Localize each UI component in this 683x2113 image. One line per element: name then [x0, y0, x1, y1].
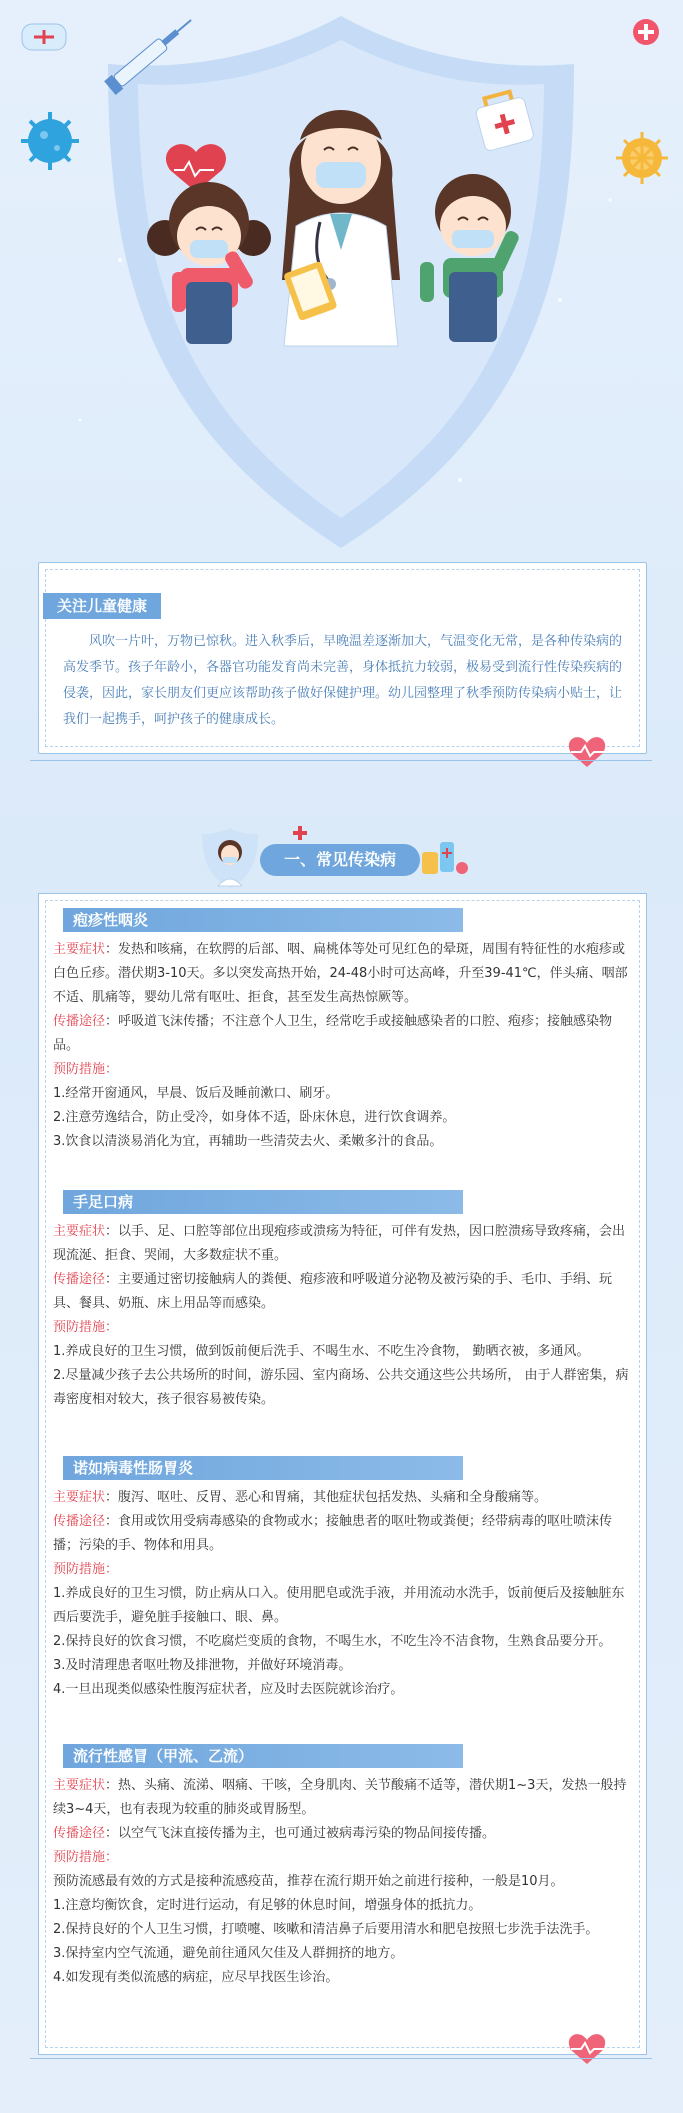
prevention-label: 预防措施	[53, 1062, 106, 1077]
symptoms-label: 主要症状	[53, 1224, 106, 1239]
prevention-colon: ：	[105, 1850, 119, 1865]
list-item: 4.一旦出现类似感染性腹泻症状者，应及时去医院就诊治疗。	[53, 1682, 404, 1697]
disease-hand-foot-mouth	[53, 1190, 633, 1412]
transmission-label: 传播途径	[53, 1272, 106, 1287]
transmission-text	[53, 1822, 633, 1846]
transmission-label: 传播途径	[53, 1514, 106, 1529]
disease-title: 诺如病毒性肠胃炎	[63, 1456, 463, 1480]
diseases-card	[38, 893, 647, 2055]
disease-title: 手足口病	[63, 1190, 463, 1214]
list-item: 1.养成良好的卫生习惯，防止病从口入。使用肥皂或洗手液，并用流动水洗手，饭前便后及接触脏东西后要洗手，避免脏手接触口、眼、鼻。	[53, 1586, 625, 1625]
divider	[30, 760, 652, 761]
virus-icon	[21, 112, 79, 170]
intro-card	[38, 562, 647, 754]
transmission-label: 传播途径	[53, 1014, 106, 1029]
list-item: 2.保持良好的饮食习惯，不吃腐烂变质的食物，不喝生水，不吃生冷不洁食物，生熟食品要分开。	[53, 1634, 612, 1649]
list-item: 3.及时清理患者呕吐物及排泄物，并做好环境消毒。	[53, 1658, 352, 1673]
list-item: 2.注意劳逸结合，防止受冷，如身体不适，卧床休息，进行饮食调养。	[53, 1110, 456, 1125]
prevention-label: 预防措施	[53, 1320, 106, 1335]
prevention-heading	[53, 1846, 633, 1870]
list-item: 1.注意均衡饮食，定时进行运动，有足够的休息时间，增强身体的抵抗力。	[53, 1898, 482, 1913]
transmission-value: ：呼吸道飞沫传播；不注意个人卫生，经常吃手或接触感染者的口腔、疱疹；接触感染物品。	[53, 1014, 613, 1053]
symptoms-value: ：以手、足、口腔等部位出现疱疹或溃疡为特征，可伴有发热，因口腔溃疡导致疼痛，会出现流涎、拒食、哭闹，大多数症状不重。	[53, 1224, 626, 1263]
symptoms-text	[53, 938, 633, 1010]
list-item: 1.养成良好的卫生习惯，做到饭前便后洗手、不喝生水、不吃生冷食物， 勤晒衣被，多通风。	[53, 1344, 590, 1359]
mask-icon	[22, 24, 66, 50]
symptoms-value: ：腹泻、呕吐、反胃、恶心和胃痛，其他症状包括发热、头痛和全身酸痛等。	[105, 1490, 548, 1505]
virus-orange-icon	[616, 132, 668, 184]
list-item: 4.如发现有类似流感的病症，应尽早找医生诊治。	[53, 1970, 339, 1985]
symptoms-text	[53, 1486, 633, 1510]
list-item: 3.保持室内空气流通，避免前往通风欠佳及人群拥挤的地方。	[53, 1946, 404, 1961]
heart-icon	[565, 2030, 609, 2066]
section-header	[200, 822, 490, 890]
list-item: 预防流感最有效的方式是接种流感疫苗，推荐在流行期开始之前进行接种，一般是10月。	[53, 1874, 564, 1889]
transmission-label: 传播途径	[53, 1826, 106, 1841]
disease-title: 流行性感冒（甲流、乙流）	[63, 1744, 463, 1768]
prevention-heading	[53, 1316, 633, 1340]
disease-influenza	[53, 1744, 633, 1990]
prevention-colon: ：	[105, 1320, 119, 1335]
disease-herpangina	[53, 908, 633, 1154]
intro-text: 风吹一片叶，万物已惊秋。进入秋季后，早晚温差逐渐加大，气温变化无常，是各种传染病的高发季节。孩子年龄小，各器官功能发育尚未完善，身体抵抗力较弱，极易受到流行性传染疾病的侵袭，因此，家长朋友们更应该帮助孩子做好保健护理。幼儿园整理了秋季预防传染病小贴士，让我们一起携手，呵护孩子的健康成长。	[63, 634, 623, 727]
symptoms-text	[53, 1220, 633, 1268]
list-item: 2.保持良好的个人卫生习惯，打喷嚏、咳嗽和清洁鼻子后要用清水和肥皂按照七步洗手法洗手。	[53, 1922, 599, 1937]
transmission-value: ：以空气飞沫直接传播为主，也可通过被病毒污染的物品间接传播。	[105, 1826, 496, 1841]
transmission-text	[53, 1268, 633, 1316]
transmission-text	[53, 1510, 633, 1558]
divider	[30, 2058, 652, 2059]
prevention-heading	[53, 1058, 633, 1082]
prevention-label: 预防措施	[53, 1562, 106, 1577]
transmission-value: ：食用或饮用受病毒感染的食物或水；接触患者的呕吐物或粪便；经带病毒的呕吐喷沫传播；污染的手、物体和用具。	[53, 1514, 613, 1553]
heart-icon	[565, 733, 609, 769]
transmission-value: ：主要通过密切接触病人的粪便、疱疹液和呼吸道分泌物及被污染的手、毛巾、手绢、玩具、餐具、奶瓶、床上用品等而感染。	[53, 1272, 613, 1311]
symptoms-text	[53, 1774, 633, 1822]
list-item: 3.饮食以清淡易消化为宜，再辅助一些清荧去火、柔嫩多汁的食品。	[53, 1134, 443, 1149]
symptoms-value: ：发热和咳痛，在软腭的后部、咽、扁桃体等处可见红色的晕斑，周围有特征性的水疱疹或白色丘疹。潜伏期3-10天。多以突发高热开始，24-48小时可达高峰，升至39-41℃，伴头痛、咽部不适、肌痛等，婴幼儿常有呕吐、拒食，甚至发生高热惊厥等。	[53, 942, 628, 1005]
symptoms-value: ：热、头痛、流涕、咽痛、干咳，全身肌肉、关节酸痛不适等，潜伏期1~3天，发热一般持续3~4天，也有表现为较重的肺炎或胃肠型。	[53, 1778, 627, 1817]
disease-norovirus	[53, 1456, 633, 1702]
symptoms-label: 主要症状	[53, 942, 106, 957]
prevention-colon: ：	[105, 1062, 119, 1077]
list-item: 1.经常开窗通风，早晨、饭后及睡前漱口、刷牙。	[53, 1086, 339, 1101]
cross-icon	[633, 19, 659, 45]
hero-illustration	[0, 0, 683, 560]
list-item: 2.尽量减少孩子去公共场所的时间，游乐园、室内商场、公共交通这些公共场所， 由于人群密集，病毒密度相对较大，孩子很容易被传染。	[53, 1368, 629, 1407]
transmission-text	[53, 1010, 633, 1058]
prevention-label: 预防措施	[53, 1850, 106, 1865]
prevention-colon: ：	[105, 1562, 119, 1577]
doctor-illustration	[282, 110, 400, 346]
section-title: 一、常见传染病	[260, 844, 420, 876]
intro-title: 关注儿童健康	[43, 593, 161, 619]
prevention-heading	[53, 1558, 633, 1582]
disease-title: 疱疹性咽炎	[63, 908, 463, 932]
symptoms-label: 主要症状	[53, 1778, 106, 1793]
symptoms-label: 主要症状	[53, 1490, 106, 1505]
